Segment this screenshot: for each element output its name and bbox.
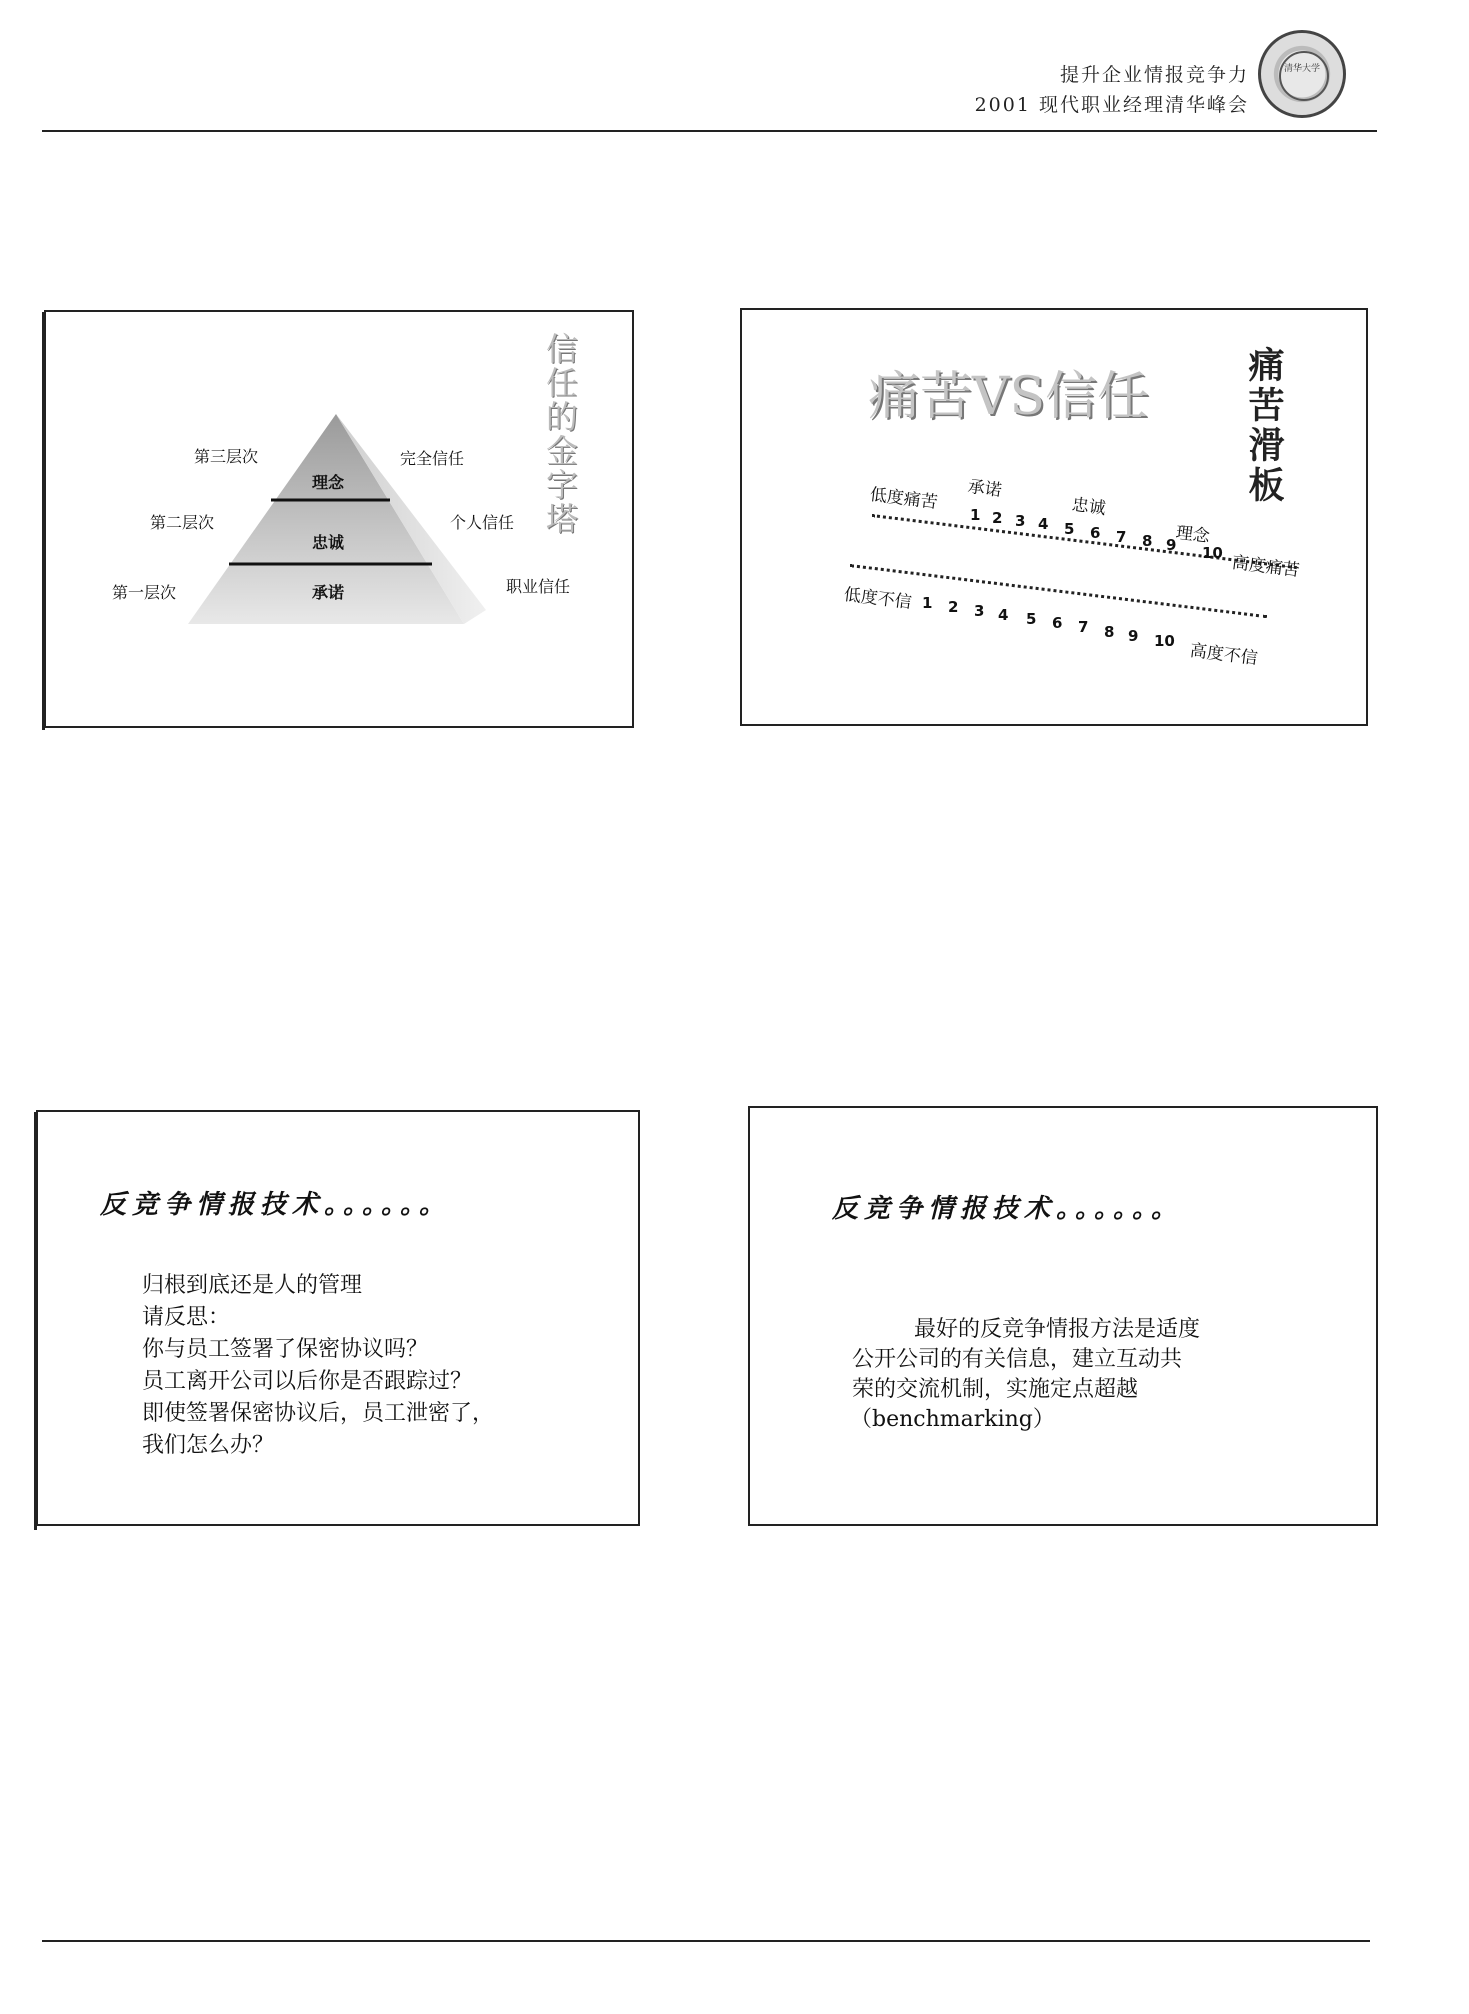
university-seal-icon xyxy=(1258,30,1346,118)
pain-slider-vertical-title: 痛苦滑板 xyxy=(1243,346,1285,506)
slide3-line-5: 即使签署保密协议后，员工泄密了， xyxy=(142,1401,495,1426)
slide3-line-2: 请反思： xyxy=(142,1305,231,1330)
header-title: 提升企业情报竞争力 xyxy=(1059,64,1249,86)
level1-trust: 职业信任 xyxy=(506,577,571,596)
distrust-num-9: 9 xyxy=(1128,627,1139,645)
slide3-line-1: 归根到底还是人的管理 xyxy=(142,1273,363,1298)
pain-num-3: 3 xyxy=(1015,512,1026,530)
marker-commitment: 承诺 xyxy=(966,476,1003,501)
pyramid-vertical-title: 信任的金字塔 xyxy=(541,332,579,536)
pain-num-9: 9 xyxy=(1166,536,1177,554)
pain-num-8: 8 xyxy=(1142,532,1153,550)
distrust-num-7: 7 xyxy=(1078,618,1089,636)
pain-num-1: 1 xyxy=(970,506,981,524)
slide4-line-2: 公开公司的有关信息，建立互动共 xyxy=(852,1347,1183,1372)
slide4-line-3: 荣的交流机制，实施定点超越 xyxy=(852,1377,1139,1402)
header-divider xyxy=(42,130,1377,132)
distrust-num-8: 8 xyxy=(1104,623,1115,641)
pain-num-4: 4 xyxy=(1038,515,1049,533)
level3-inner: 理念 xyxy=(312,473,345,492)
pain-low-label: 低度痛苦 xyxy=(868,484,939,514)
distrust-num-6: 6 xyxy=(1052,614,1063,632)
slide3-line-6: 我们怎么办？ xyxy=(142,1433,275,1458)
level2-inner: 忠诚 xyxy=(312,533,345,552)
pain-num-5: 5 xyxy=(1064,520,1075,538)
pain-num-10: 10 xyxy=(1202,544,1223,562)
distrust-num-1: 1 xyxy=(922,594,933,612)
marker-loyalty: 忠诚 xyxy=(1070,494,1107,519)
header-subtitle: 2001 现代职业经理清华峰会 xyxy=(974,94,1249,116)
pain-high-label: 高度痛苦 xyxy=(1230,552,1301,582)
slide3-line-3: 你与员工签署了保密协议吗？ xyxy=(142,1337,429,1362)
pain-num-7: 7 xyxy=(1116,528,1127,546)
pain-num-6: 6 xyxy=(1090,524,1101,542)
pain-num-2: 2 xyxy=(992,509,1003,527)
distrust-num-4: 4 xyxy=(998,606,1009,624)
slide3-line-4: 员工离开公司以后你是否跟踪过？ xyxy=(142,1369,473,1394)
level2-label: 第二层次 xyxy=(150,513,215,532)
slide4-line-4: （benchmarking） xyxy=(850,1407,1055,1432)
level1-label: 第一层次 xyxy=(112,583,177,602)
level3-label: 第三层次 xyxy=(194,447,259,466)
slide-counter-intel-questions xyxy=(36,1110,640,1526)
footer-divider xyxy=(42,1940,1370,1942)
distrust-num-5: 5 xyxy=(1026,610,1037,628)
distrust-high-label: 高度不信 xyxy=(1188,640,1259,670)
distrust-num-10: 10 xyxy=(1154,632,1175,650)
distrust-low-label: 低度不信 xyxy=(842,584,913,614)
distrust-num-3: 3 xyxy=(974,602,985,620)
slide3-title: 反竞争情报技术。。。。。。 xyxy=(100,1190,452,1220)
slide4-line-1: 最好的反竞争情报方法是适度 xyxy=(914,1317,1201,1342)
level1-inner: 承诺 xyxy=(312,583,345,602)
seal-text: 清华大学 xyxy=(1283,64,1320,74)
slide-trust-pyramid xyxy=(44,310,634,728)
pain-vs-trust-title: 痛苦VS信任 xyxy=(868,367,1150,427)
slide-pain-vs-trust xyxy=(740,308,1368,726)
marker-philosophy: 理念 xyxy=(1174,522,1211,547)
slide-counter-intel-method xyxy=(748,1106,1378,1526)
slide4-title: 反竞争情报技术。。。。。。 xyxy=(832,1194,1184,1224)
distrust-num-2: 2 xyxy=(948,598,959,616)
level2-trust: 个人信任 xyxy=(450,513,515,532)
level3-trust: 完全信任 xyxy=(400,449,465,468)
